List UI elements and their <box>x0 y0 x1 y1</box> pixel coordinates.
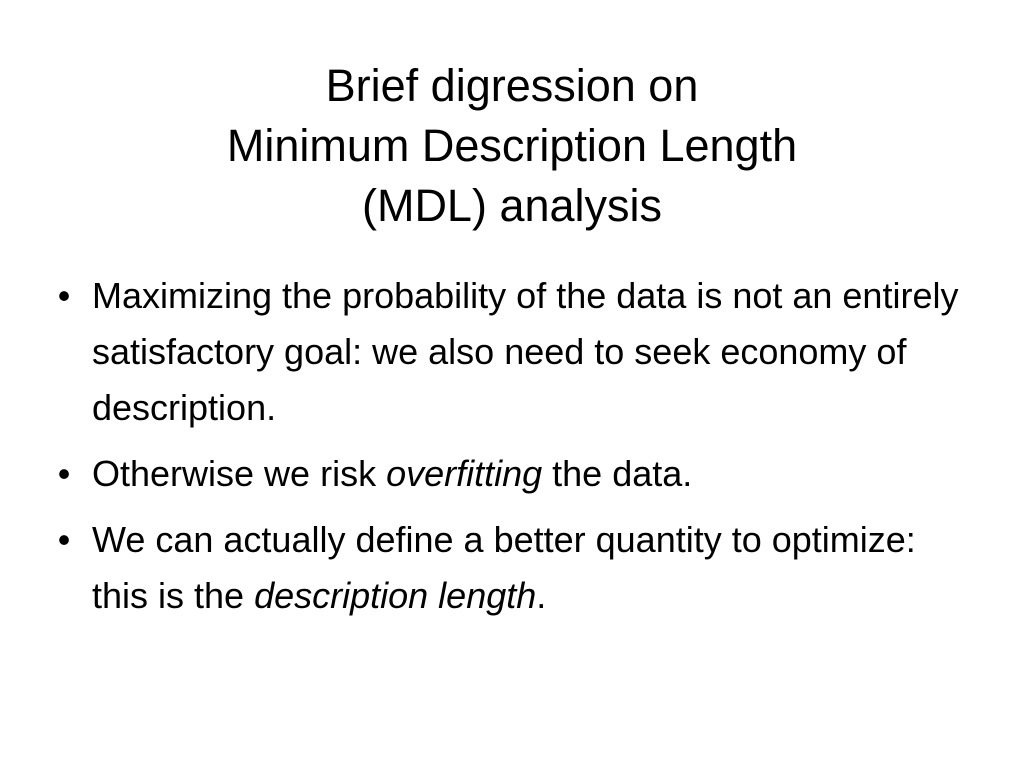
bullet-list <box>54 268 974 634</box>
bullet-text-1 <box>92 275 958 428</box>
bullet-marker: • <box>57 275 71 316</box>
bullet-3-emphasis: description length <box>254 575 537 616</box>
bullet-3-text-end: . <box>536 575 547 616</box>
title-line-2: Minimum Description Length <box>226 120 798 171</box>
title-line-1: Brief digression on <box>325 60 699 111</box>
bullet-2-text-end: the data. <box>542 453 693 494</box>
bullet-marker: • <box>57 519 71 560</box>
slide-title <box>0 56 1024 236</box>
bullet-item-1 <box>54 268 974 436</box>
title-line-3: (MDL) analysis <box>361 180 663 231</box>
bullet-item-2 <box>54 446 974 502</box>
bullet-text-2 <box>92 453 692 494</box>
bullet-item-3 <box>54 512 974 624</box>
bullet-2-text-start: Otherwise we risk <box>92 453 387 494</box>
bullet-3-text-start: We can actually define a better quantity to optimize: this is the <box>92 519 916 616</box>
bullet-2-emphasis: overfitting <box>386 453 543 494</box>
bullet-text-3 <box>92 519 916 616</box>
bullet-marker: • <box>57 453 71 494</box>
bullet-1-text: Maximizing the probability of the data is not an entirely satisfactory goal: we also need to seek economy of description. <box>92 275 959 428</box>
